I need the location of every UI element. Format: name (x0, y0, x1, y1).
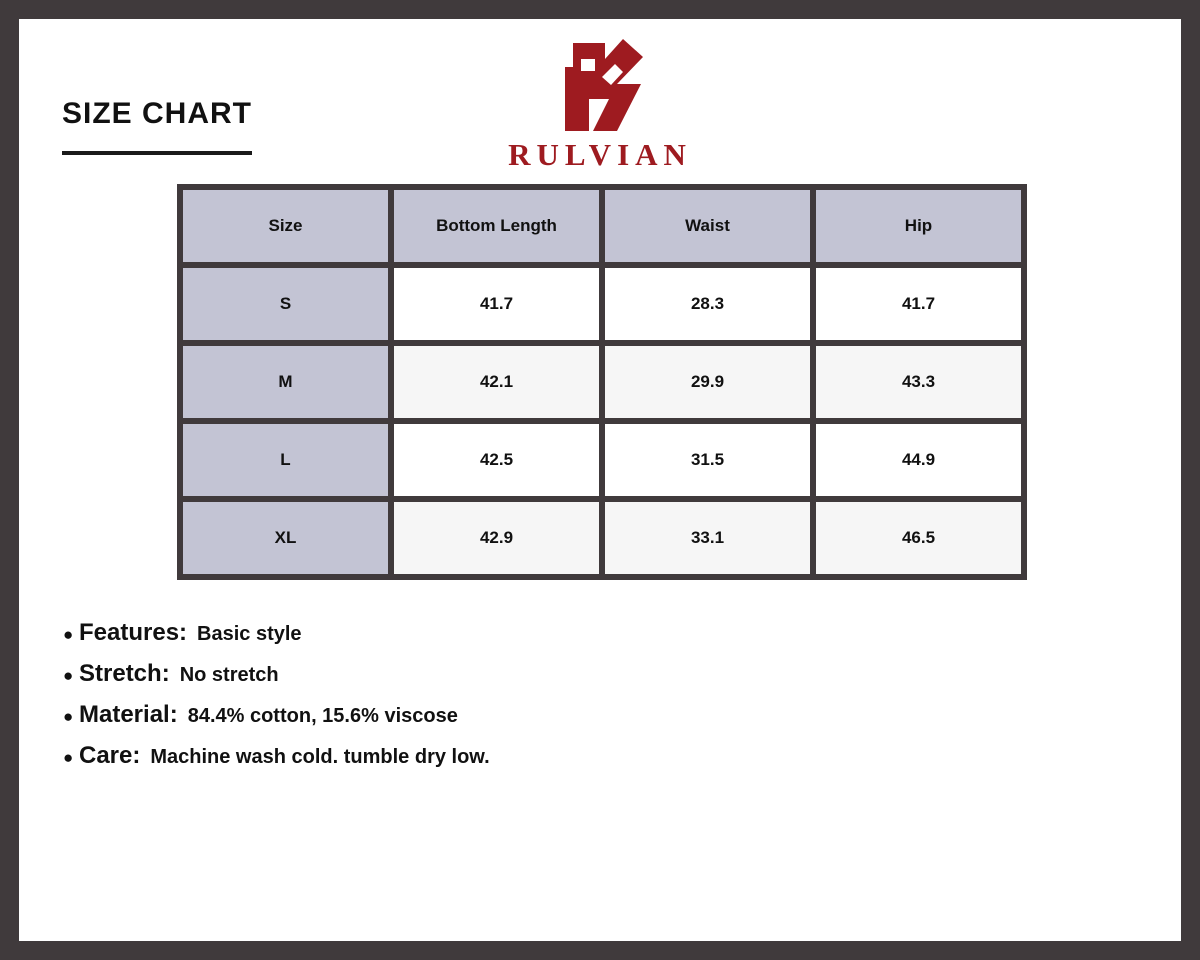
cell-waist: 33.1 (605, 502, 810, 574)
page-inner-frame (16, 16, 1184, 944)
column-header-waist: Waist (605, 190, 810, 262)
cell-hip: 43.3 (816, 346, 1021, 418)
cell-bottom-length: 42.9 (394, 502, 599, 574)
table-header-row (183, 190, 1021, 262)
cell-waist: 29.9 (605, 346, 810, 418)
cell-bottom-length: 41.7 (394, 268, 599, 340)
bullet-icon: ● (63, 625, 74, 644)
cell-bottom-length: 42.5 (394, 424, 599, 496)
cell-size: M (183, 346, 388, 418)
cell-waist: 28.3 (605, 268, 810, 340)
cell-hip: 46.5 (816, 502, 1021, 574)
column-header-hip: Hip (816, 190, 1021, 262)
table-row (183, 424, 1021, 496)
size-table (177, 184, 1027, 580)
table-row (183, 346, 1021, 418)
cell-hip: 41.7 (816, 268, 1021, 340)
note-label: Care: (79, 742, 141, 769)
column-header-size: Size (183, 190, 388, 262)
cell-size: XL (183, 502, 388, 574)
note-value: Basic style (197, 623, 302, 645)
note-value: No stretch (179, 664, 279, 686)
list-item (63, 660, 1063, 688)
brand-block (19, 37, 1181, 170)
notes-list (63, 619, 1063, 783)
list-item (63, 742, 1063, 770)
note-value: Machine wash cold. tumble dry low. (150, 746, 490, 768)
bullet-icon: ● (63, 748, 74, 767)
column-header-bottom-length: Bottom Length (394, 190, 599, 262)
cell-hip: 44.9 (816, 424, 1021, 496)
bullet-icon: ● (63, 666, 74, 685)
note-value: 84.4% cotton, 15.6% viscose (187, 705, 458, 727)
rulvian-monogram-icon (545, 37, 655, 137)
note-label: Features: (79, 619, 188, 646)
cell-bottom-length: 42.1 (394, 346, 599, 418)
table-row (183, 268, 1021, 340)
brand-name: RULVIAN (508, 137, 692, 172)
note-label: Stretch: (79, 660, 170, 687)
cell-size: S (183, 268, 388, 340)
table-row (183, 502, 1021, 574)
bullet-icon: ● (63, 707, 74, 726)
note-label: Material: (79, 701, 178, 728)
header (19, 19, 1181, 172)
size-table-wrap (177, 184, 1027, 580)
list-item (63, 619, 1063, 647)
cell-waist: 31.5 (605, 424, 810, 496)
page-title: SIZE CHART (62, 97, 252, 130)
list-item (63, 701, 1063, 729)
cell-size: L (183, 424, 388, 496)
